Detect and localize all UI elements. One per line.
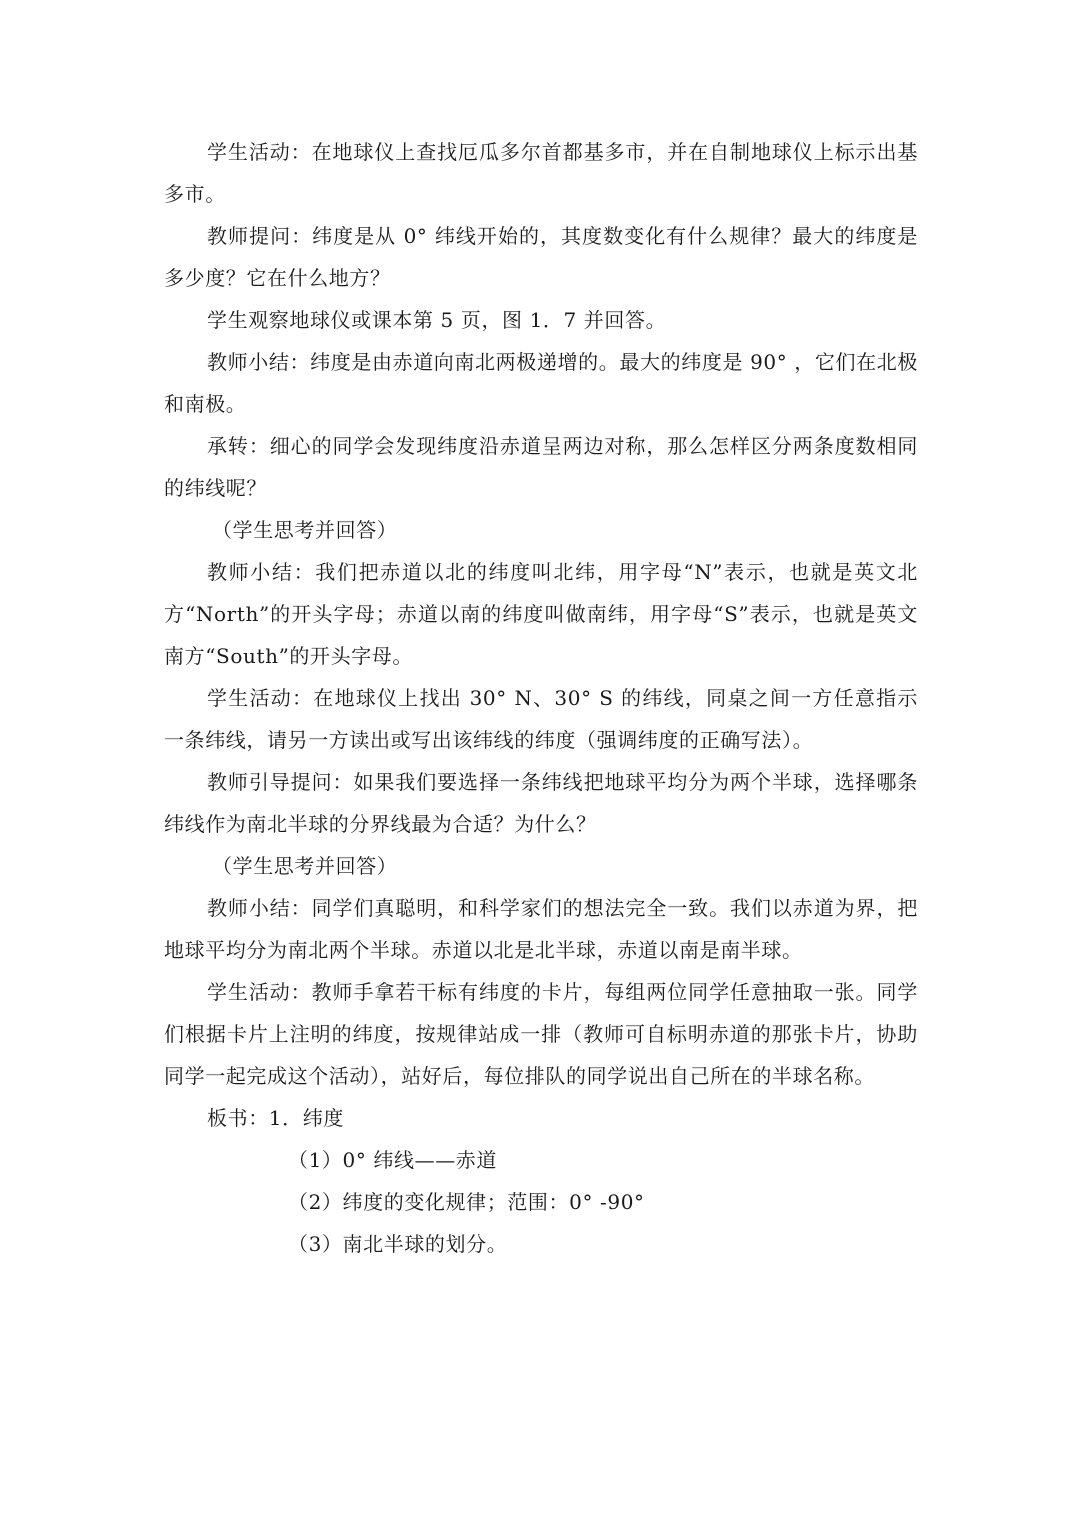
paragraph-student-activity-cards: 学生活动：教师手拿若干标有纬度的卡片，每组两位同学任意抽取一张。同学们根据卡片上注明的纬度，按规律站成一排（教师可自标明赤道的那张卡片，协助同学一起完成这个活动），站好后，每位排队的同学说出自己所在的半球名称。	[164, 980, 918, 1088]
board-item-3: （3）南北半球的划分。	[288, 1232, 508, 1256]
paragraph-transition: 承转：细心的同学会发现纬度沿赤道呈两边对称，那么怎样区分两条度数相同的纬线呢？	[164, 434, 918, 500]
board-item-2: （2）纬度的变化规律；范围：0° -90°	[288, 1190, 645, 1214]
paragraph-teacher-question-latitude: 教师提问：纬度是从 0° 纬线开始的，其度数变化有什么规律？最大的纬度是多少度？它在什么地方？	[164, 224, 918, 290]
lesson-content	[164, 131, 918, 1265]
paragraph-student-think-2: （学生思考并回答）	[212, 854, 398, 878]
paragraph-teacher-summary-latitude: 教师小结：纬度是由赤道向南北两极递增的。最大的纬度是 90° ，它们在北极和南极。	[164, 350, 918, 416]
paragraph-teacher-summary-north-south: 教师小结：我们把赤道以北的纬度叫北纬，用字母“N”表示，也就是英文北方“North”的开头字母；赤道以南的纬度叫做南纬，用字母“S”表示，也就是英文南方“South”的开头字母。	[164, 560, 918, 668]
paragraph-teacher-summary-hemispheres: 教师小结：同学们真聪明，和科学家们的想法完全一致。我们以赤道为界，把地球平均分为南北两个半球。赤道以北是北半球，赤道以南是南半球。	[164, 896, 918, 962]
paragraph-student-think-1: （学生思考并回答）	[212, 518, 398, 542]
paragraph-teacher-guide-question: 教师引导提问：如果我们要选择一条纬线把地球平均分为两个半球，选择哪条纬线作为南北半球的分界线最为合适？为什么？	[164, 770, 918, 836]
board-title: 板书：1．纬度	[207, 1106, 344, 1130]
paragraph-student-observe: 学生观察地球仪或课本第 5 页，图 1．7 并回答。	[207, 308, 667, 332]
paragraph-student-activity-30deg: 学生活动：在地球仪上找出 30° N、30° S 的纬线，同桌之间一方任意指示一条纬线，请另一方读出或写出该纬线的纬度（强调纬度的正确写法）。	[164, 686, 918, 752]
board-item-1: （1）0° 纬线——赤道	[288, 1148, 498, 1172]
paragraph-student-activity-quito: 学生活动：在地球仪上查找厄瓜多尔首都基多市，并在自制地球仪上标示出基多市。	[164, 140, 918, 206]
